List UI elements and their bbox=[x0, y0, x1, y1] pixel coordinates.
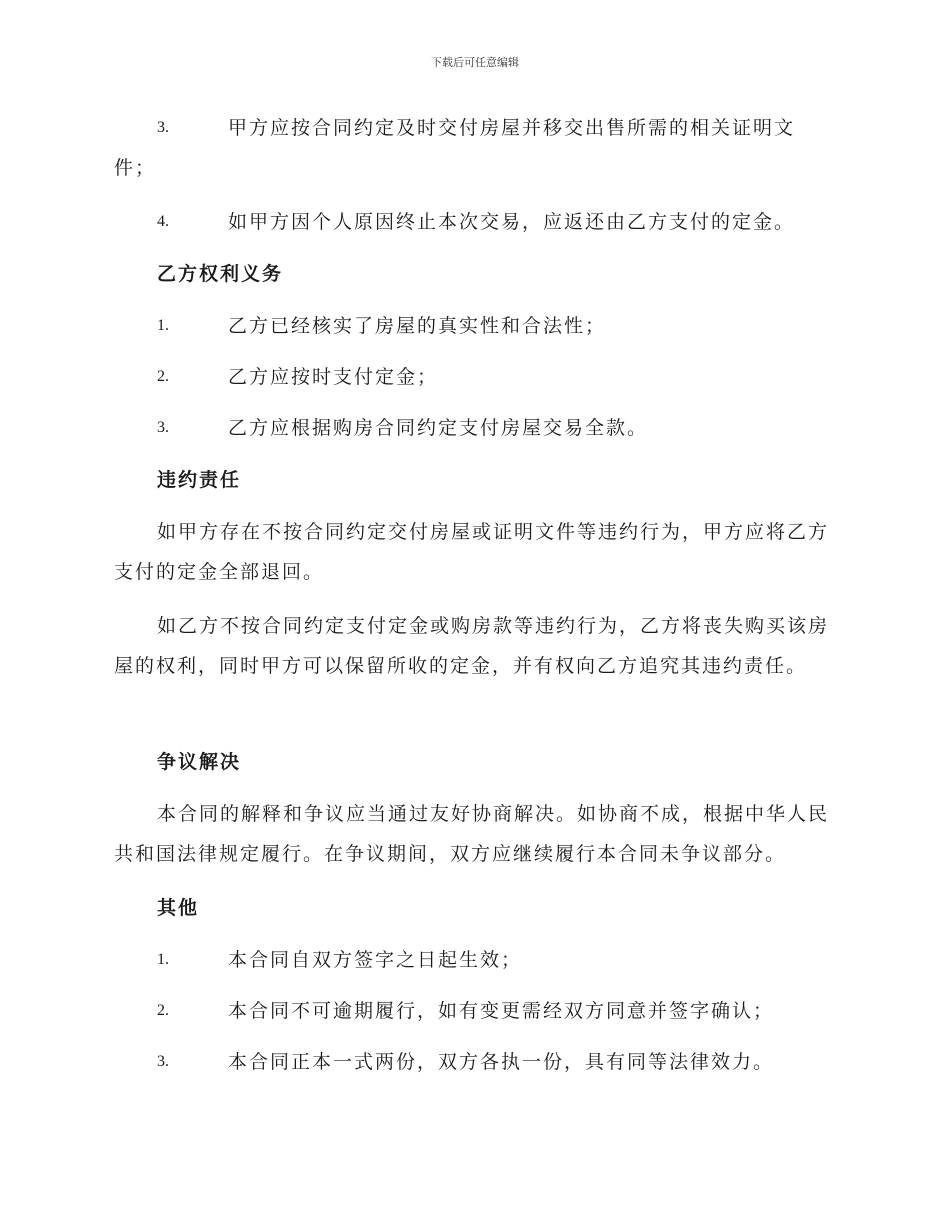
item-number: 2. bbox=[157, 368, 169, 385]
item-number: 3. bbox=[157, 1053, 169, 1070]
buyer-item-1 bbox=[114, 306, 834, 346]
other-item-1 bbox=[114, 940, 834, 980]
other-item-2 bbox=[114, 991, 834, 1031]
item-number: 2. bbox=[157, 1002, 169, 1019]
seller-item-4 bbox=[114, 202, 834, 242]
item-text: 乙方已经核实了房屋的真实性和合法性； bbox=[228, 315, 607, 337]
section-heading-breach: 违约责任 bbox=[157, 469, 242, 491]
item-number: 4. bbox=[157, 213, 169, 230]
item-text: 乙方应按时支付定金； bbox=[228, 366, 439, 388]
other-item-3 bbox=[114, 1042, 834, 1082]
buyer-item-2 bbox=[114, 357, 834, 397]
item-text: 如甲方因个人原因终止本次交易，应返还由乙方支付的定金。 bbox=[228, 211, 796, 233]
dispute-paragraph: 本合同的解释和争议应当通过友好协商解决。如协商不成，根据中华人民共和国法律规定履行。在争议期间，双方应继续履行本合同未争议部分。 bbox=[114, 803, 830, 865]
item-text: 本合同正本一式两份，双方各执一份，具有同等法律效力。 bbox=[228, 1051, 775, 1073]
item-number: 1. bbox=[157, 951, 169, 968]
item-number: 3. bbox=[157, 419, 169, 436]
item-text: 本合同自双方签字之日起生效； bbox=[228, 949, 523, 971]
item-text: 乙方应根据购房合同约定支付房屋交易全款。 bbox=[228, 417, 649, 439]
item-number: 3. bbox=[157, 119, 169, 136]
section-heading-buyer: 乙方权利义务 bbox=[157, 263, 284, 285]
item-number: 1. bbox=[157, 317, 169, 334]
breach-paragraph-1: 如甲方存在不按合同约定交付房屋或证明文件等违约行为，甲方应将乙方支付的定金全部退回。 bbox=[114, 521, 830, 583]
buyer-item-3 bbox=[114, 408, 834, 448]
seller-item-3 bbox=[114, 108, 834, 188]
section-heading-other: 其他 bbox=[157, 897, 200, 919]
page-header: 下载后可任意编辑 bbox=[431, 56, 519, 69]
section-heading-dispute: 争议解决 bbox=[157, 751, 242, 773]
breach-paragraph-2: 如乙方不按合同约定支付定金或购房款等违约行为，乙方将丧失购买该房屋的权利，同时甲方可以保留所收的定金，并有权向乙方追究其违约责任。 bbox=[114, 615, 830, 677]
item-text: 甲方应按合同约定及时交付房屋并移交出售所需的相关证明文件； bbox=[114, 117, 796, 179]
item-text: 本合同不可逾期履行，如有变更需经双方同意并签字确认； bbox=[228, 1000, 775, 1022]
